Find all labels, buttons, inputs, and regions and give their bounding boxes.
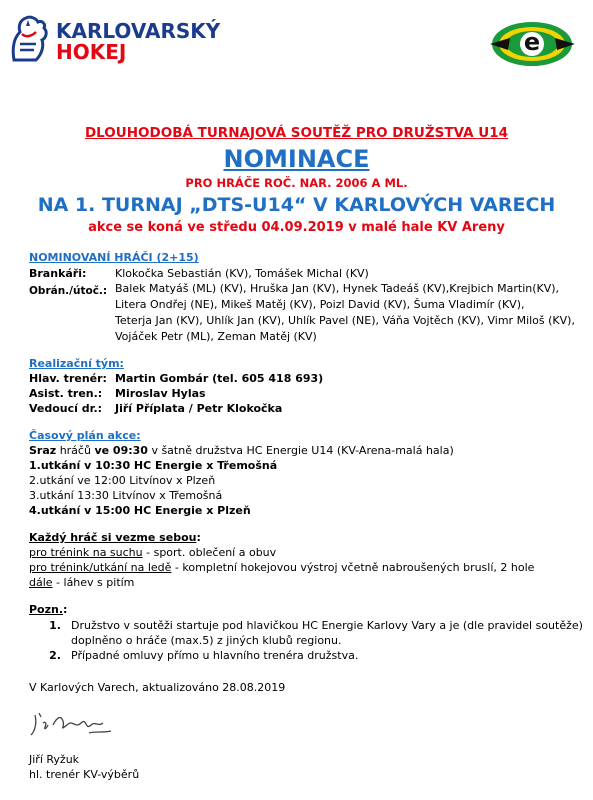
skaters-line: Teterja Jan (KV), Uhlík Jan (KV), Uhlík Pavel (NE), Váňa Vojtěch (KV), Vimr Miloš (KV),: [115, 314, 575, 327]
lion-icon: [8, 14, 50, 64]
equipment-heading: [29, 530, 201, 545]
nominace-title: NOMINACE: [223, 145, 370, 173]
handwritten-signature: [29, 703, 124, 741]
staff-value: Miroslav Hylas: [115, 387, 206, 400]
staff-value: Jiří Příplata / Petr Klokočka: [115, 402, 283, 415]
players-year-subtitle: PRO HRÁČE ROČ. NAR. 2006 A ML.: [185, 176, 408, 190]
staff-row: [29, 401, 323, 416]
schedule-game-1: 1.utkání v 10:30 HC Energie x Třemošná: [29, 459, 278, 472]
players-heading: NOMINOVANÍ HRÁČI (2+15): [29, 251, 199, 264]
hc-energie-emblem: [490, 20, 575, 68]
equipment-more-text: - láhev s pitím: [52, 576, 135, 589]
staff-heading: Realizační tým:: [29, 357, 124, 370]
schedule-heading: Časový plán akce:: [29, 429, 141, 442]
event-line: akce se koná ve středu 04.09.2019 v malé hale KV Areny: [88, 220, 505, 235]
skaters-label: Obrán./útoč.:: [29, 285, 108, 297]
place-date: V Karlových Varech, aktualizováno 28.08.2019: [29, 681, 286, 694]
staff-value: Martin Gombár (tel. 605 418 693): [115, 372, 324, 385]
signatory-name: Jiří Ryžuk: [29, 753, 80, 766]
equipment-heading-colon: :: [196, 531, 201, 544]
note-item-continuation: doplněno o hráče (max.5) z jiných klubů regionu.: [71, 634, 342, 647]
sraz-mid: hráčů: [59, 444, 91, 457]
staff-label: Asist. tren.:: [29, 387, 103, 400]
staff-label: Vedoucí dr.:: [29, 402, 103, 415]
staff-row: [29, 371, 323, 386]
signatory-role: hl. trenér KV-výběrů: [29, 768, 140, 781]
schedule-list: [29, 443, 454, 518]
staff-label: Hlav. trenér:: [29, 372, 107, 385]
skaters-line: Vojáček Petr (ML), Zeman Matěj (KV): [115, 330, 317, 343]
skaters-line: Litera Ondřej (NE), Mikeš Matěj (KV), Poizl David (KV), Šuma Vladimír (KV),: [115, 298, 525, 311]
note-number: 2.: [49, 649, 61, 662]
schedule-sraz: [29, 443, 454, 458]
sraz-rest: v šatně družstva HC Energie U14 (KV-Arena-malá hala): [151, 444, 454, 457]
equipment-list: [29, 545, 534, 590]
sraz-time: ve 09:30: [94, 444, 148, 457]
goalies-list: Klokočka Sebastián (KV), Tomášek Michal (KV): [115, 267, 369, 280]
competition-title: DLOUHODOBÁ TURNAJOVÁ SOUTĚŽ PRO DRUŽSTVA U14: [84, 125, 509, 141]
sraz-label: Sraz: [29, 444, 57, 457]
note-number: 1.: [49, 619, 61, 632]
equipment-heading-text: Každý hráč si vezme sebou: [29, 531, 197, 544]
skaters-line: Balek Matyáš (ML) (KV), Hruška Jan (KV), Hynek Tadeáš (KV),Krejbich Martin(KV),: [115, 282, 560, 295]
equipment-dry: [29, 545, 534, 560]
tournament-title: NA 1. TURNAJ „DTS-U14“ V KARLOVÝCH VARECH: [37, 194, 556, 216]
schedule-game-4: 4.utkání v 15:00 HC Energie x Plzeň: [29, 504, 251, 517]
skaters-list: [115, 281, 575, 345]
schedule-game-3: 3.utkání 13:30 Litvínov x Třemošná: [29, 489, 223, 502]
notes-list: [45, 618, 583, 663]
note-text: Případné omluvy přímo u hlavního trenéra družstva.: [71, 649, 359, 662]
staff-list: [29, 371, 323, 416]
note-item: [45, 618, 583, 633]
equipment-ice: [29, 560, 534, 575]
goalies-label: Brankáři:: [29, 267, 87, 280]
karlovarsky-hokej-logo: [8, 14, 238, 64]
logo-line-1: KARLOVARSKÝ: [56, 19, 221, 43]
logo-line-2: HOKEJ: [56, 40, 127, 64]
equipment-more: [29, 575, 534, 590]
equipment-dry-text: - sport. oblečení a obuv: [142, 546, 277, 559]
emblem-letter: e: [523, 28, 541, 56]
equipment-ice-text: - kompletní hokejovou výstroj včetně nabroušených bruslí, 2 hole: [171, 561, 535, 574]
staff-row: [29, 386, 323, 401]
notes-heading-text: Pozn.: [29, 603, 64, 616]
equipment-dry-label: pro trénink na suchu: [29, 546, 143, 559]
equipment-more-label: dále: [29, 576, 53, 589]
note-text: Družstvo v soutěži startuje pod hlavičkou HC Energie Karlovy Vary a je (dle pravidel soutěže): [71, 619, 583, 632]
signature-icon: [29, 703, 124, 741]
schedule-game-2: 2.utkání ve 12:00 Litvínov x Plzeň: [29, 474, 216, 487]
notes-heading-colon: :: [63, 603, 68, 616]
equipment-ice-label: pro trénink/utkání na ledě: [29, 561, 172, 574]
notes-heading: [29, 602, 67, 617]
note-item: [45, 648, 583, 663]
